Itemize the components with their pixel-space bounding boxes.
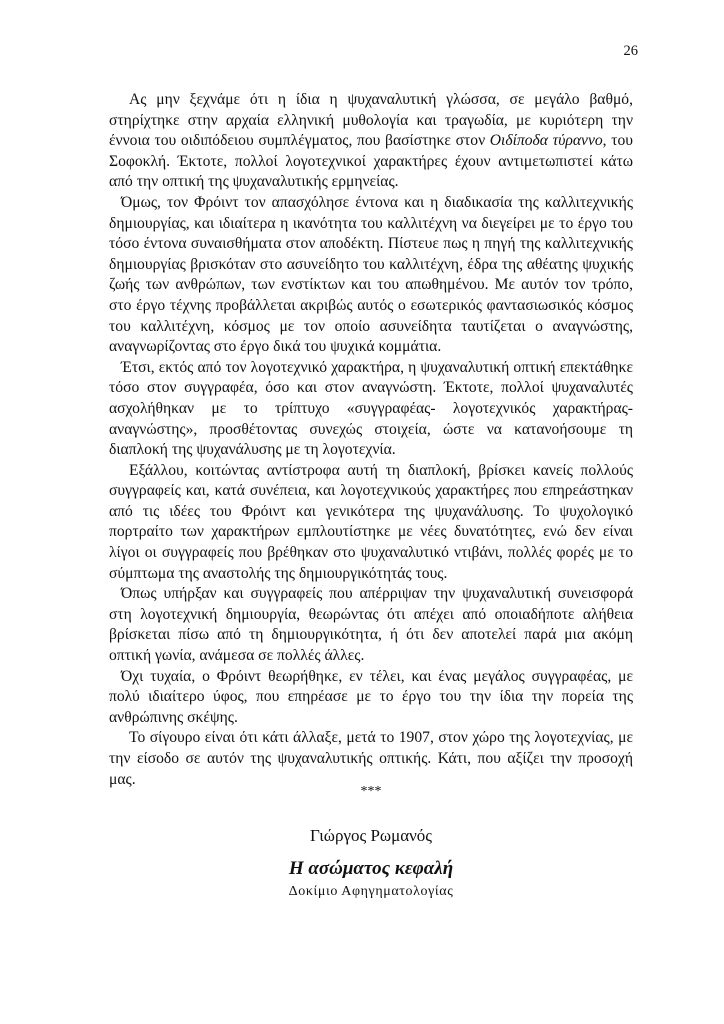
book-title: Η ασώματος κεφαλή bbox=[288, 858, 454, 879]
paragraph-6: Όχι τυχαία, ο Φρόιντ θεωρήθηκε, εν τέλει, και ένας μεγάλος συγγραφέας, με πολύ ιδιαίτερο ύφος, που επηρέασε με το έργο του την ίδια την πορεία της ανθρώπινης σκέψης. bbox=[109, 667, 633, 726]
paragraph-2: Όμως, τον Φρόιντ τον απασχόλησε έντονα και η διαδικασία της καλλιτεχνικής δημιουργίας, και ιδιαίτερα η ικανότητα του καλλιτέχνη να διεγείρει με το έργο του τόσο έντονα συναισθήματα στον αποδέκτη. Πίστευε πως η πηγή της καλλιτεχνικής δημιουργίας βρισκόταν στο ασυνείδητο του καλλιτέχνη, έδρα της αθέατης ψυχικής ζωής των ανθρώπων, των ενστίκτων και του απωθημένου. Με αυτόν τον τρόπο, στο έργο τέχνης προβάλλεται ακριβώς αυτός ο εσωτερικός φαντασιωσικός κόσμος του καλλιτέχνη, κόσμος με τον οποίο ασυνείδητα ταυτίζεται ο αναγνώστης, αναγνωρίζοντας στο έργο δικά του ψυχικά κομμάτια. bbox=[109, 193, 633, 356]
paragraph-1-text-start: Ας μην ξεχνάμε ότι η ίδια η ψυχαναλυτική γλώσσα, σε μεγάλο βαθμό, στηρίχτηκε στην αρχαία ελληνική μυθολογία και τραγωδία, με κυριότερη την έννοια του οιδιπόδειου συμπλέγματος, που βασίστηκε στον bbox=[109, 91, 633, 150]
paragraph-5: Όπως υπήρξαν και συγγραφείς που απέρριψαν την ψυχαναλυτική συνεισφορά στη λογοτεχνική δημιουργία, θεωρώντας ότι απέχει από οποιαδήποτε αλήθεια βρίσκεται πίσω από τη δημιουργικότητα, ή ότι δεν αποτελεί παρά μια ακόμη οπτική γωνία, ανάμεσα σε πολλές άλλες. bbox=[109, 585, 633, 665]
paragraph-7: Το σίγουρο είναι ότι κάτι άλλαξε, μετά το 1907, στον χώρο της λογοτεχνίας, με την είσοδο σε αυτόν της ψυχαναλυτικής οπτικής. Κάτι, που αξίζει την προσοχή μας. bbox=[109, 729, 633, 788]
work-title-oedipus: Οιδίποδα τύραννο bbox=[489, 132, 603, 150]
paragraph-4: Εξάλλου, κοιτώντας αντίστροφα αυτή τη διαπλοκή, βρίσκει κανείς πολλούς συγγραφείς και, κατά συνέπεια, και λογοτεχνικούς χαρακτήρες που επηρεάστηκαν από τις ιδέες του Φρόιντ και γενικότερα της ψυχανάλυσης. Το ψυχολογικό πορτραίτο των χαρακτήρων εμπλουτίστηκε με νέες δυνατότητες, ενώ δεν είναι λίγοι οι συγγραφείς που βρέθηκαν στο ψυχαναλυτικό ντιβάνι, πολλές φορές με το σύμπτωμα της αναστολής της δημιουργικότητάς τους. bbox=[109, 461, 633, 582]
page-number: 26 bbox=[623, 43, 638, 59]
section-separator: *** bbox=[360, 784, 382, 799]
paragraph-3: Έτσι, εκτός από τον λογοτεχνικό χαρακτήρα, η ψυχαναλυτική οπτική επεκτάθηκε τόσο στον συγγραφέα, όσο και στον αναγνώστη. Έκτοτε, πολλοί ψυχαναλυτές ασχολήθηκαν με το τρίπτυχο «συγγραφέας- λογοτεχνικός χαρακτήρας-αναγνώστης», προσθέτοντας συνεχώς στοιχεία, ώστε να κατανοήσουμε τη διαπλοκή της ψυχανάλυσης με τη λογοτεχνία. bbox=[109, 358, 633, 459]
author-name: Γιώργος Ρωμανός bbox=[309, 826, 433, 845]
document-body bbox=[109, 90, 633, 790]
paragraph-1 bbox=[109, 90, 633, 193]
paragraph-1-text-end: , του Σοφοκλή. Έκτοτε, πολλοί λογοτεχνικοί χαρακτήρες έχουν αντιμετωπιστεί κάτω από την οπτική της ψυχαναλυτικής ερμηνείας. bbox=[109, 132, 633, 191]
book-subtitle: Δοκίμιο Αφηγηματολογίας bbox=[288, 884, 454, 899]
